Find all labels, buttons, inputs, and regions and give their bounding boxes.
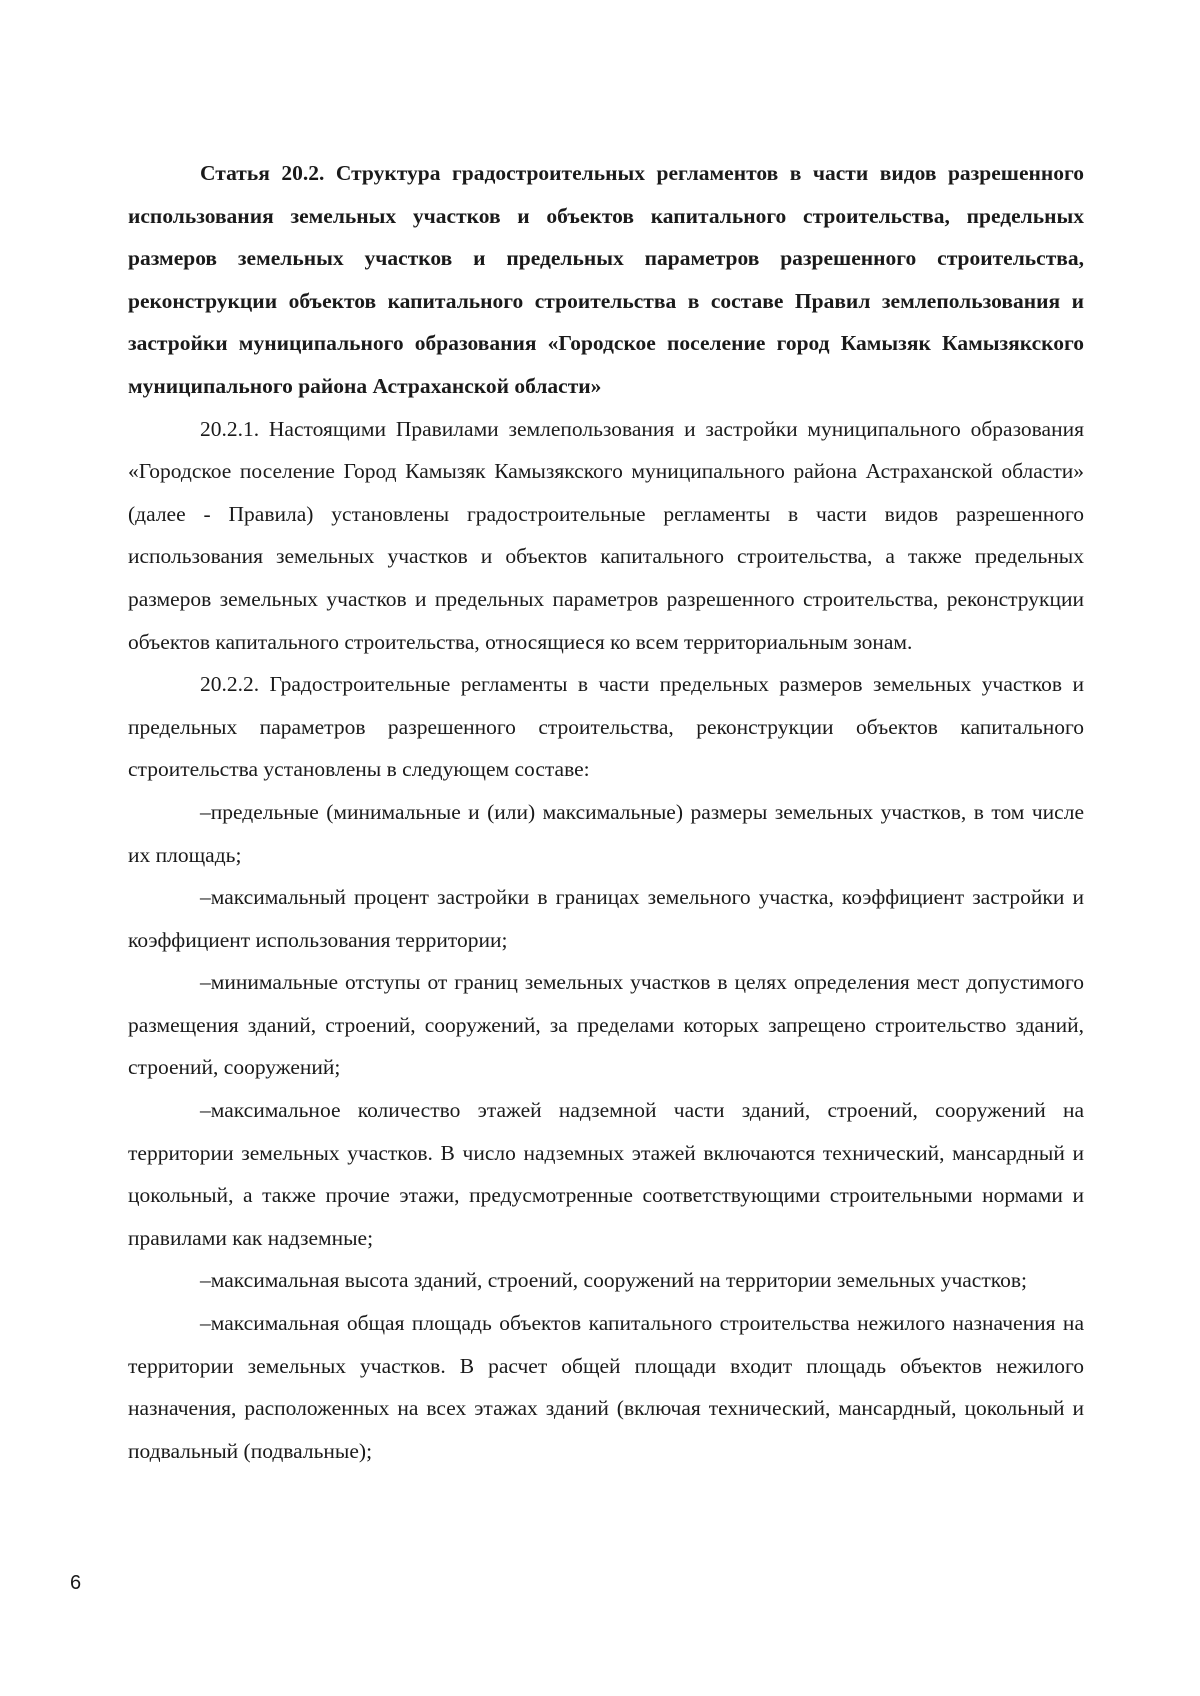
list-item-max-height: –максимальная высота зданий, строений, сооружений на территории земельных участков; <box>200 1268 1027 1293</box>
list-item-max-floors: –максимальное количество этажей надземной части зданий, строений, сооружений на территории земельных участков. В число надземных этажей включаются технический, мансардный и цокольный, а также прочие этажи, предусмотренные соответствующими строительными нормами и правилами как надземные; <box>128 1098 1084 1250</box>
list-item-min-setbacks: –минимальные отступы от границ земельных участков в целях определения мест допустимого размещения зданий, строений, сооружений, за пределами которых запрещено строительство зданий, строений, сооружений; <box>128 970 1084 1080</box>
article-heading: Статья 20.2. Структура градостроительных регламентов в части видов разрешенного использования земельных участков и объектов капитального строительства, предельных размеров земельных участков и предельных параметров разрешенного строительства, реконструкции объектов капитального строительства в составе Правил землепользования и застройки муниципального образования «Городское поселение город Камызяк Камызякского муниципального района Астраханской области» <box>128 161 1084 398</box>
list-item-max-floor-area: –максимальная общая площадь объектов капитального строительства нежилого назначения на территории земельных участков. В расчет общей площади входит площадь объектов нежилого назначения, расположенных на всех этажах зданий (включая технический, мансардный, цокольный и подвальный (подвальные); <box>128 1311 1084 1463</box>
paragraph-20-2-1: 20.2.1. Настоящими Правилами землепользования и застройки муниципального образования «Городское поселение Город Камызяк Камызякского муниципального района Астраханской области» (далее - Правила) установлены градостроительные регламенты в части видов разрешенного использования земельных участков и объектов капитального строительства, а также предельных размеров земельных участков и предельных параметров разрешенного строительства, реконструкции объектов капитального строительства, относящиеся ко всем территориальным зонам. <box>128 416 1084 654</box>
page-number: 6 <box>70 1572 82 1594</box>
document-body <box>128 152 1084 1472</box>
paragraph-20-2-2: 20.2.2. Градостроительные регламенты в части предельных размеров земельных участков и предельных параметров разрешенного строительства, реконструкции объектов капитального строительства установлены в следующем составе: <box>128 672 1084 782</box>
list-item-build-percentage: –максимальный процент застройки в границах земельного участка, коэффициент застройки и коэффициент использования территории; <box>128 885 1084 952</box>
list-item-plot-sizes: –предельные (минимальные и (или) максимальные) размеры земельных участков, в том числе их площадь; <box>128 799 1084 867</box>
